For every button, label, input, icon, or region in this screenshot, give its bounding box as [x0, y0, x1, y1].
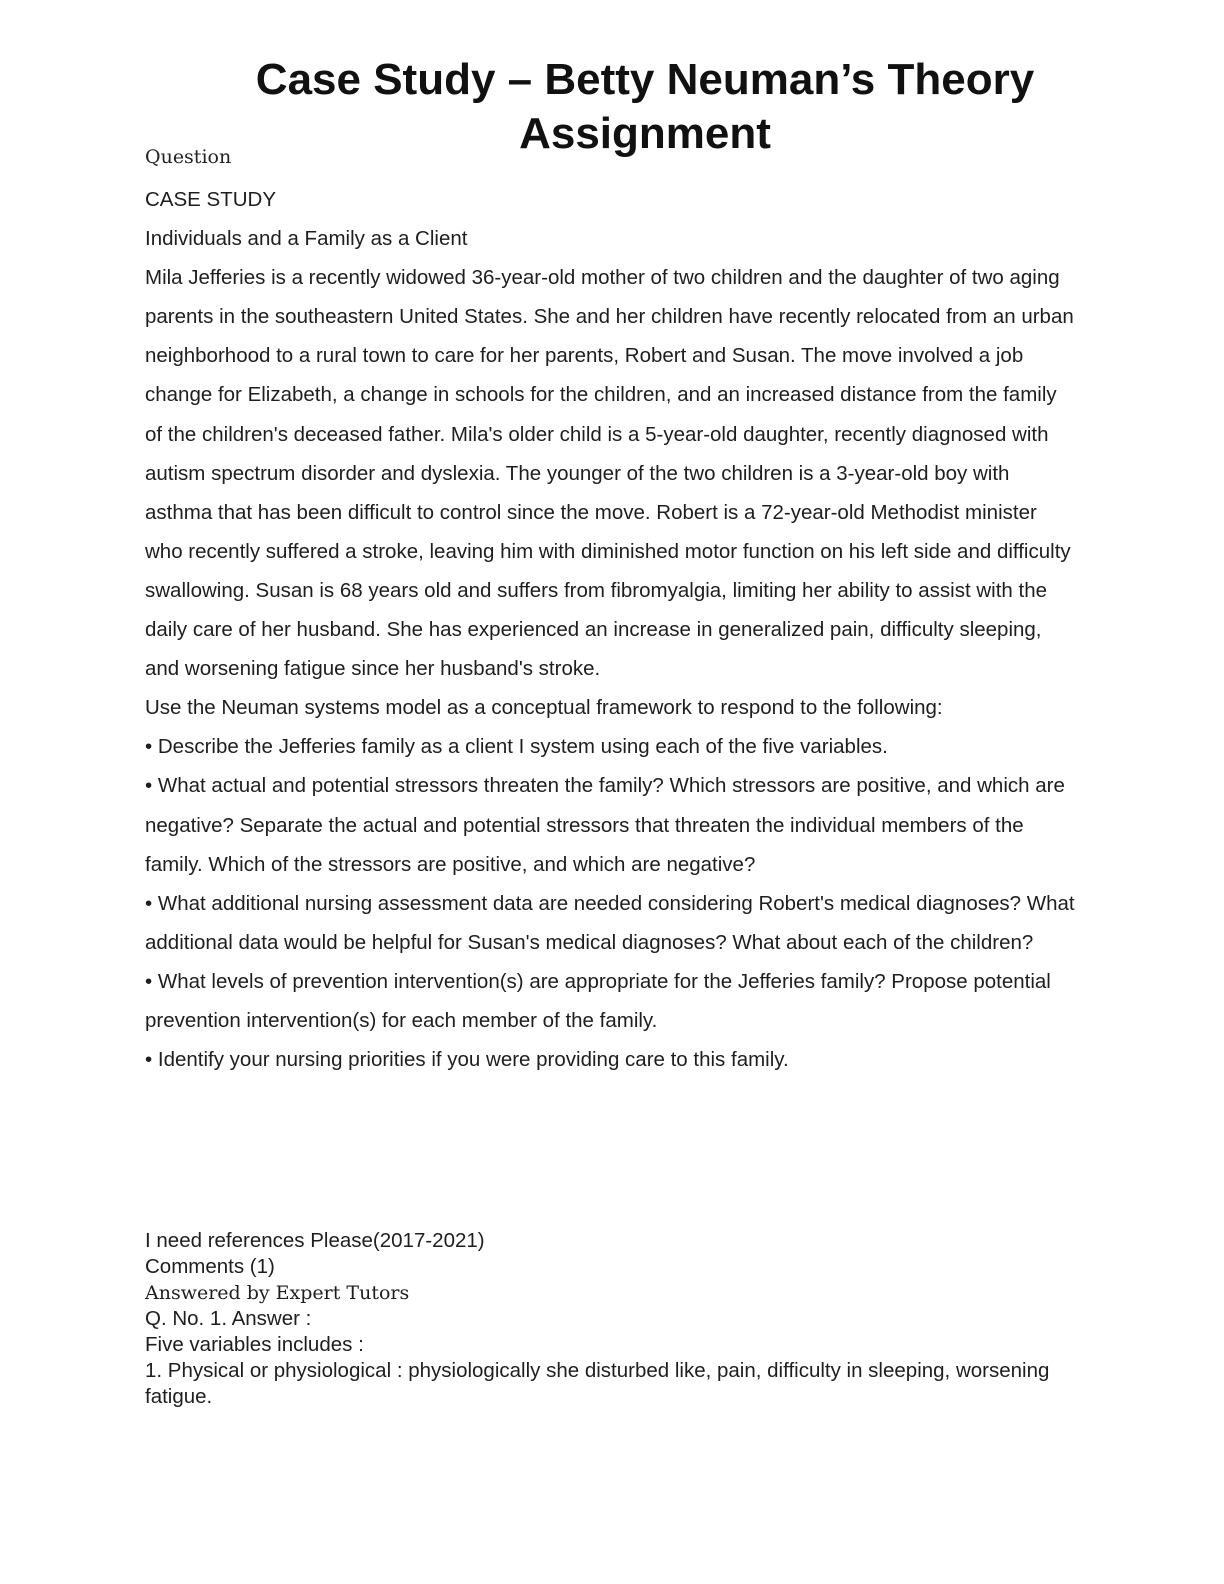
comments-count: Comments (1) [145, 1255, 275, 1278]
section-heading: CASE STUDY [145, 188, 276, 211]
variables-intro: Five variables includes : [145, 1333, 364, 1356]
document-title-line-1: Case Study – Betty Neuman’s Theory [255, 55, 1035, 104]
subheading: Individuals and a Family as a Client [145, 227, 468, 251]
bullet-item: • What additional nursing assessment data are needed considering Robert's medical diagnoses? What additional data would be helpful for Susan's medical diagnoses? What about each of the children? [145, 891, 1075, 954]
question-label: Question [145, 146, 232, 168]
bullet-item: • Describe the Jefferies family as a client I system using each of the five variables. [145, 735, 888, 759]
case-paragraph: Mila Jefferies is a recently widowed 36-year-old mother of two children and the daughter of two aging parents in the southeastern United States. She and her children have recently relocated from an urban neighborhood to a rural town to care for her parents, Robert and Susan. The move involved a job change for Elizabeth, a change in schools for the children, and an increased distance from the family of the children's deceased father. Mila's older child is a 5-year-old daughter, recently diagnosed with autism spectrum disorder and dyslexia. The younger of the two children is a 3-year-old boy with asthma that has been difficult to control since the move. Robert is a 72-year-old Methodist minister who recently suffered a stroke, leaving him with diminished motor function on his left side and difficulty swallowing. Susan is 68 years old and suffers from fibromyalgia, limiting her ability to assist with the daily care of her husband. She has experienced an increase in generalized pain, difficulty sleeping, and worsening fatigue since her husband's stroke. [145, 266, 1074, 681]
answer-section [145, 1228, 1075, 1410]
bullet-item: • What actual and potential stressors threaten the family? Which stressors are positive, and which are negative? Separate the actual and potential stressors that threaten the individual members of the family. Which of the stressors are positive, and which are negative? [145, 774, 1065, 876]
answered-by: Answered by Expert Tutors [145, 1282, 410, 1304]
references-request: I need references Please(2017-2021) [145, 1229, 485, 1252]
bullet-item: • Identify your nursing priorities if you were providing care to this family. [145, 1048, 789, 1072]
question-body [145, 180, 1075, 1079]
document-title-line-2: Assignment [519, 109, 771, 158]
instruction-text: Use the Neuman systems model as a conceptual framework to respond to the following: [145, 696, 943, 720]
bullet-item: • What levels of prevention intervention(s) are appropriate for the Jefferies family? Propose potential prevention intervention(s) for each member of the family. [145, 969, 1051, 1032]
variable-1-text: 1. Physical or physiological : physiologically she disturbed like, pain, difficulty in sleeping, worsening fatigue. [145, 1359, 1050, 1408]
answer-number: Q. No. 1. Answer : [145, 1307, 312, 1330]
